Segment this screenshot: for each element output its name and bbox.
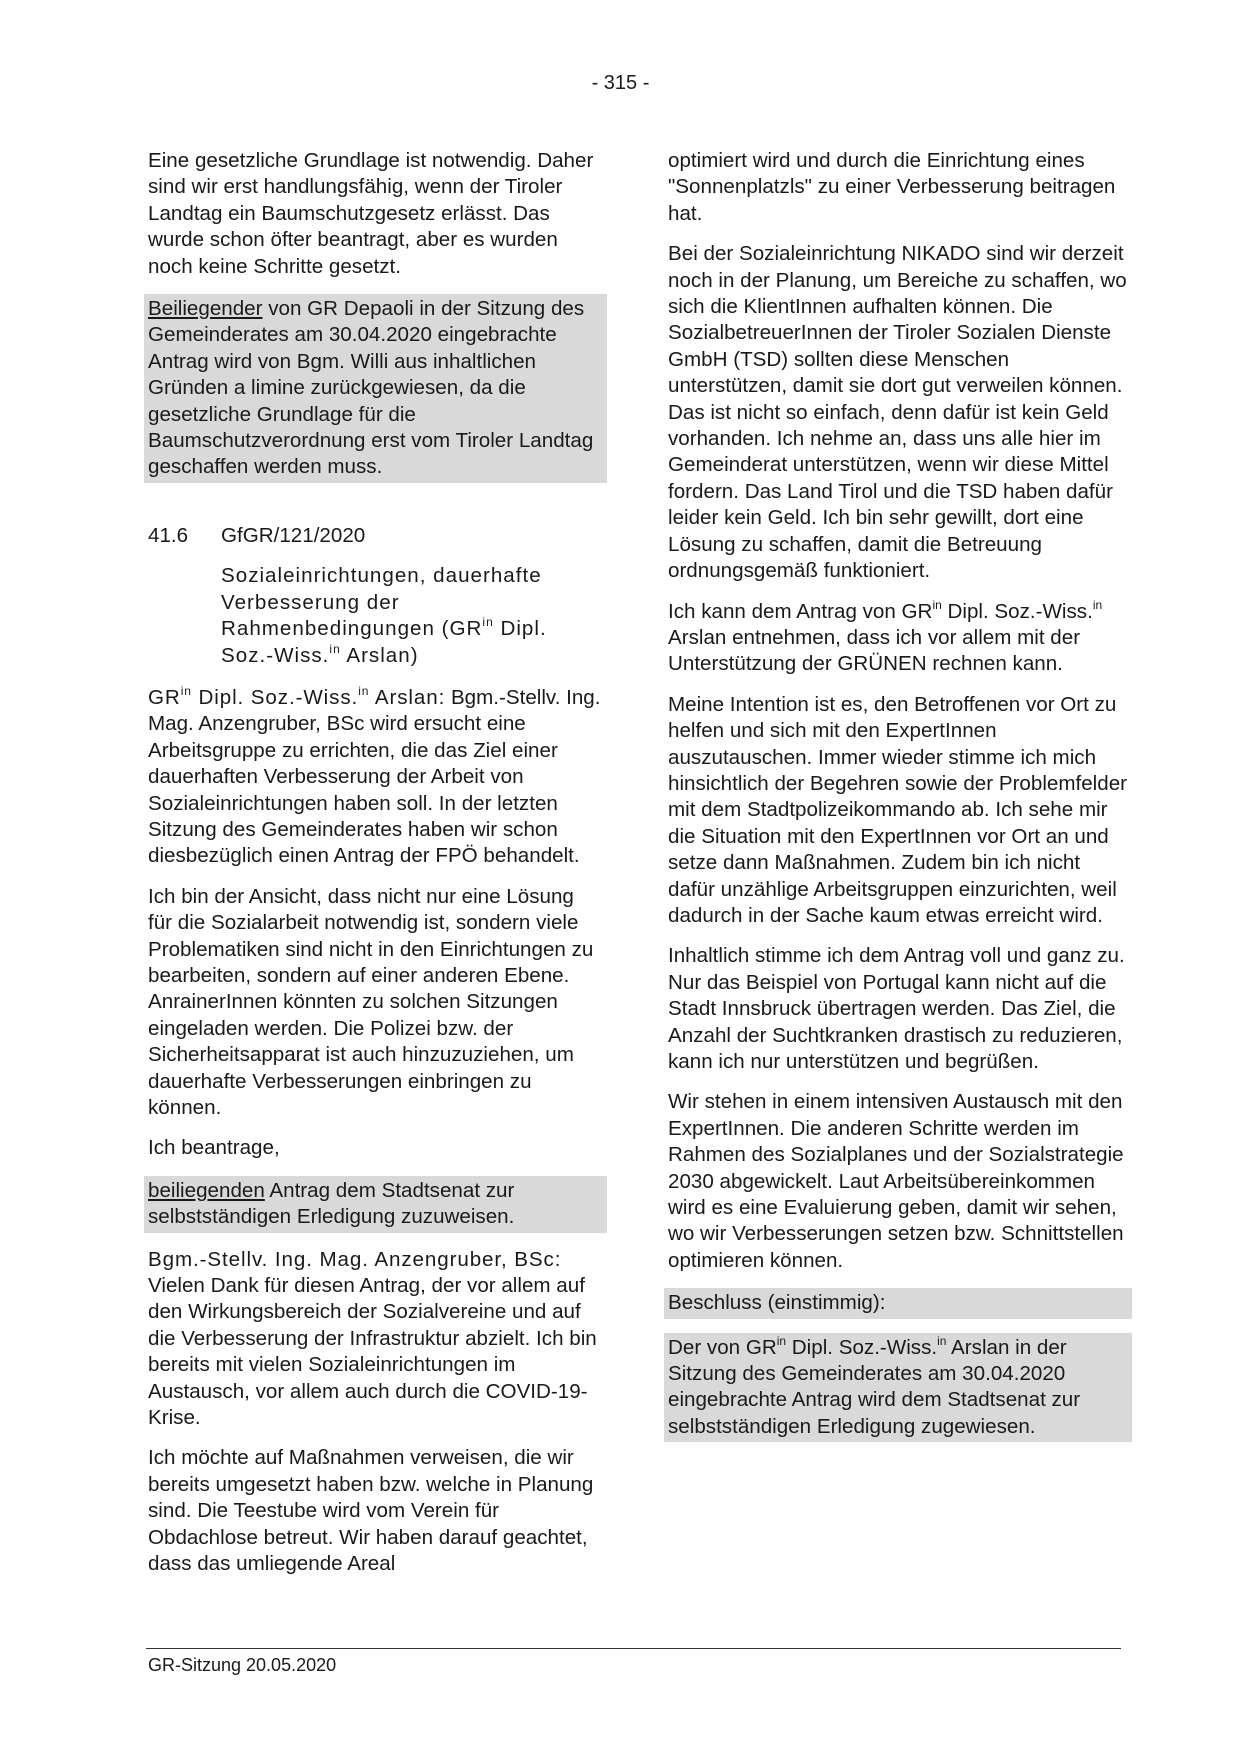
text-sup: in [1092,597,1103,612]
agenda-item-number: 41.6 [148,523,189,547]
text-part: Der von GR [668,1335,777,1359]
speaker-part: Arslan: [369,685,446,709]
text-part: Arslan in der Sitzung des Gemeinderates am 30.04.2020 eingebrachte Antrag wird dem Stadtsenat zur selbstständigen Erledigung zugewiesen. [668,1335,1081,1438]
title-part: Sozialeinrichtungen, dauerhafte Verbesserung der Rahmenbedingungen (GR [221,564,542,641]
agenda-item-header [148,523,603,549]
resolution-text: von GR Depaoli in der Sitzung des Gemeinderates am 30.04.2020 eingebrachte Antrag wird von Bgm. Willi aus inhaltlichen Gründen a limine zurückgewiesen, da die gesetzliche Grundlage für die Baumschutzverordnung erst vom Tiroler Landtag geschaffen werden muss. [148,297,594,479]
right-column [668,148,1128,1456]
speech-text: Vielen Dank für diesen Antrag, der vor allem auf den Wirkungsbereich der Sozialvereine und auf die Verbesserung der Infrastruktur abzielt. Ich bin bereits mit vielen Sozialeinrichtungen im Austausch, vor allem auch durch die COVID-19-Krise. [148,1274,597,1430]
underlined-word: Beiliegender [148,297,263,321]
resolution-box [144,294,607,483]
speech-text: Bgm.-Stellv. Ing. Mag. Anzengruber, BSc wird ersucht eine Arbeitsgruppe zu errichten, die das Ziel einer dauerhaften Verbesserung der Arbeit von Sozialeinrichtungen haben soll. In der letzten Sitzung des Gemeinderates haben wir schon diesbezüglich einen Antrag der FPÖ behandelt. [148,685,601,868]
speaker-sup: in [358,684,370,699]
agenda-item-title [221,563,603,669]
decision-text [664,1333,1132,1443]
paragraph [148,685,603,870]
text-sup: in [937,1333,947,1348]
underlined-word: beiliegenden [148,1178,265,1202]
resolution-text: Antrag dem Stadtsenat zur selbstständigen Erledigung zuzuweisen. [148,1178,515,1229]
title-part: Dipl. Soz.-Wiss. [221,617,547,667]
paragraph [148,1247,603,1432]
paragraph: Wir stehen in einem intensiven Austausch mit den ExpertInnen. Die anderen Schritte werden im Rahmen des Sozialplanes und der Sozialstrategie 2030 abgewickelt. Laut Arbeitsübereinkommen wird es eine Evaluierung geben, damit wir sehen, wo wir Verbesserungen setzen bzw. Schnittstellen optimieren können. [668,1090,1124,1272]
agenda-item-reference: GfGR/121/2020 [221,523,366,547]
text-part: Dipl. Soz.-Wiss. [786,1335,938,1359]
paragraph: Inhaltlich stimme ich dem Antrag voll und ganz zu. Nur das Beispiel von Portugal kann nicht auf die Stadt Innsbruck übertragen werden. Das Ziel, die Anzahl der Suchtkranken drastisch zu reduzieren, kann ich nur unterstützen und begrüßen. [668,944,1125,1073]
decision-label: Beschluss (einstimmig): [664,1288,1132,1318]
title-sup: in [329,641,341,656]
paragraph [668,599,1128,678]
speaker-part: Dipl. Soz.-Wiss. [191,685,359,709]
resolution-box [144,1176,607,1233]
text-part: Arslan entnehmen, dass ich vor allem mit der Unterstützung der GRÜNEN rechnen kann. [668,625,1081,676]
paragraph: Eine gesetzliche Grundlage ist notwendig. Daher sind wir erst handlungsfähig, wenn der Tiroler Landtag ein Baumschutzgesetz erlässt. Das wurde schon öfter beantragt, aber es wurden noch keine Schritte gesetzt. [148,149,594,278]
speaker-name [148,686,445,709]
text-part: Dipl. Soz.-Wiss. [941,599,1093,623]
speaker-part: GR [148,685,181,709]
paragraph: Meine Intention ist es, den Betroffenen vor Ort zu helfen und sich mit den ExpertInnen auszutauschen. Immer wieder stimme ich mich hinsichtlich der Begehren sowie der Problemfelder mit dem Stadtpolizeikommando ab. Ich sehe mir die Situation mit den ExpertInnen vor Ort an und setze dann Maßnahmen. Zudem bin ich nicht dafür unzählige Arbeitsgruppen einzurichten, weil dadurch in der Sache kaum etwas erreicht wird. [668,692,1128,927]
speaker-name: Bgm.-Stellv. Ing. Mag. Anzengruber, BSc: [148,1247,562,1271]
text-sup: in [776,1333,787,1348]
paragraph: Ich beantrage, [148,1136,280,1160]
text-part: Ich kann dem Antrag von GR [668,599,933,623]
title-part: Arslan) [340,643,419,667]
page-number: - 315 - [591,72,650,94]
paragraph: Bei der Sozialeinrichtung NIKADO sind wir derzeit noch in der Planung, um Bereiche zu schaffen, wo sich die KlientInnen aufhalten können. Die SozialbetreuerInnen der Tiroler Sozialen Dienste GmbH (TSD) sollten diese Menschen unterstützen, damit sie dort gut verweilen können. Das ist nicht so einfach, denn dafür ist kein Geld vorhanden. Ich nehme an, dass uns alle hier im Gemeinderat unterstützen, wenn wir diese Mittel fordern. Das Land Tirol und die TSD haben dafür leider kein Geld. Ich bin sehr gewillt, dort eine Lösung zu schaffen, damit die Betreuung ordnungsgemäß funktioniert. [668,242,1127,583]
left-column [148,148,603,1592]
footer-text: GR-Sitzung 20.05.2020 [148,1655,337,1675]
speaker-sup: in [180,684,192,699]
paragraph: Ich bin der Ansicht, dass nicht nur eine Lösung für die Sozialarbeit notwendig ist, sondern viele Problematiken sind nicht in den Einrichtungen zu bearbeiten, sondern auf einer anderen Ebene. AnrainerInnen könnten zu solchen Sitzungen eingeladen werden. Die Polizei bzw. der Sicherheitsapparat ist auch hinzuzuziehen, um dauerhafte Verbesserungen einbringen zu können. [148,884,594,1119]
footer-divider [146,1648,1121,1649]
paragraph: optimiert wird und durch die Einrichtung eines "Sonnenplatzls" zu einer Verbesserung beitragen hat. [668,149,1116,225]
text-sup: in [932,597,942,612]
paragraph: Ich möchte auf Maßnahmen verweisen, die wir bereits umgesetzt haben bzw. welche in Planung sind. Die Teestube wird vom Verein für Obdachlose betreut. Wir haben darauf geachtet, dass das umliegende Areal [148,1446,594,1576]
title-sup: in [482,615,494,630]
